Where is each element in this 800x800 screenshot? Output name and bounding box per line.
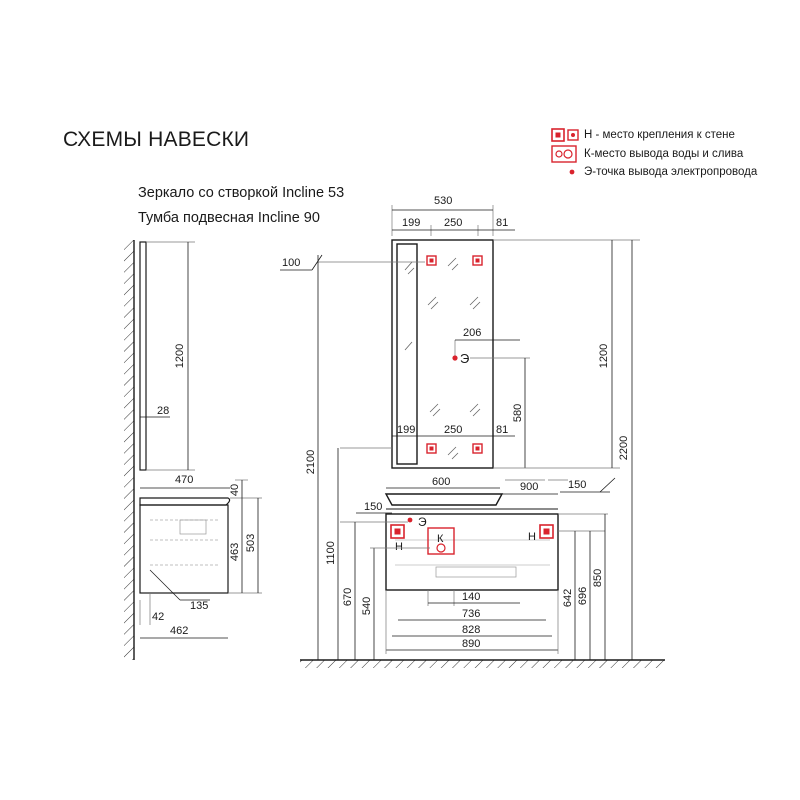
dim-power-offset: 206 <box>463 327 482 339</box>
dim-mirror-right: 81 <box>496 217 509 229</box>
dim-mirror-spacing: 250 <box>444 217 463 229</box>
legend-power-label: Э-точка вывода электропровода <box>584 166 758 178</box>
dim-cabinet-top-height: 850 <box>592 568 604 588</box>
dim-water-width: 140 <box>462 591 481 603</box>
dim-side-cabinet-total: 503 <box>245 533 257 553</box>
dim-mount-height: 1100 <box>325 541 337 565</box>
dim-side-wall-gap: 42 <box>152 611 165 623</box>
legend-water-label: К-место вывода воды и слива <box>584 148 744 160</box>
cabinet-mount-left-label: Н <box>395 541 403 553</box>
cabinet-power-label: Э <box>418 515 427 529</box>
dim-power-floor-height: 670 <box>342 587 354 607</box>
legend-mount-label: Н - место крепления к стене <box>584 129 735 141</box>
dim-mount-spacing: 828 <box>462 624 481 636</box>
dim-power-height: 580 <box>512 403 524 423</box>
dim-mount-floor-696: 696 <box>577 586 589 606</box>
dim-mirror-height: 1200 <box>598 343 610 369</box>
dim-mirror-spacing-bottom: 250 <box>444 424 463 436</box>
mirror-product-name: Зеркало со створкой Incline 53 <box>138 185 345 201</box>
side-worktop <box>140 498 230 505</box>
dim-mirror-left-bottom: 199 <box>397 424 416 436</box>
dim-water-height: 540 <box>361 596 373 616</box>
floor-hatch <box>300 660 665 668</box>
side-cabinet <box>140 505 228 593</box>
dim-basin-width: 600 <box>432 476 451 488</box>
page-title: СХЕМЫ НАВЕСКИ <box>63 128 250 151</box>
cabinet-mount-right-label: Н <box>528 531 536 543</box>
front-view <box>280 195 665 668</box>
cabinet-body <box>386 514 558 590</box>
dim-total-height: 2200 <box>618 435 630 461</box>
dim-side-depth-bottom: 462 <box>170 625 189 637</box>
dim-mirror-right-bottom: 81 <box>496 424 509 436</box>
dim-side-mirror-depth: 28 <box>157 405 170 417</box>
mirror-power-label: Э <box>460 351 470 366</box>
dim-side-top-thickness: 40 <box>229 483 241 497</box>
dim-gap: 150 <box>568 479 587 491</box>
side-wall-hatch <box>124 240 134 660</box>
dim-mirror-width: 530 <box>434 195 453 207</box>
dim-side-drain-offset: 135 <box>190 600 209 612</box>
dim-cabinet-gap: 150 <box>364 501 383 513</box>
dim-mirror-left: 199 <box>402 217 421 229</box>
cabinet-power-point <box>408 518 413 523</box>
side-view <box>124 240 262 660</box>
dim-side-mirror-height: 1200 <box>174 343 186 369</box>
dim-cabinet-width: 890 <box>462 638 481 650</box>
dim-mount-offset: 100 <box>282 257 301 269</box>
water-outlet-label: К <box>437 533 444 545</box>
dim-side-cabinet-height: 463 <box>229 542 241 562</box>
cabinet-mount-right <box>540 525 553 538</box>
cabinet-product-name: Тумба подвесная Incline 90 <box>138 210 320 226</box>
dim-side-depth-top: 470 <box>175 474 194 486</box>
side-mirror <box>140 242 146 470</box>
dim-top-width: 900 <box>520 481 539 493</box>
dim-mount-floor-642: 642 <box>562 588 574 608</box>
basin <box>386 494 502 505</box>
dim-mount-spacing-inner: 736 <box>462 608 481 620</box>
mirror-power-point <box>452 355 457 360</box>
cabinet-mount-left <box>391 525 404 538</box>
dim-floor-to-mount: 2100 <box>305 449 317 475</box>
